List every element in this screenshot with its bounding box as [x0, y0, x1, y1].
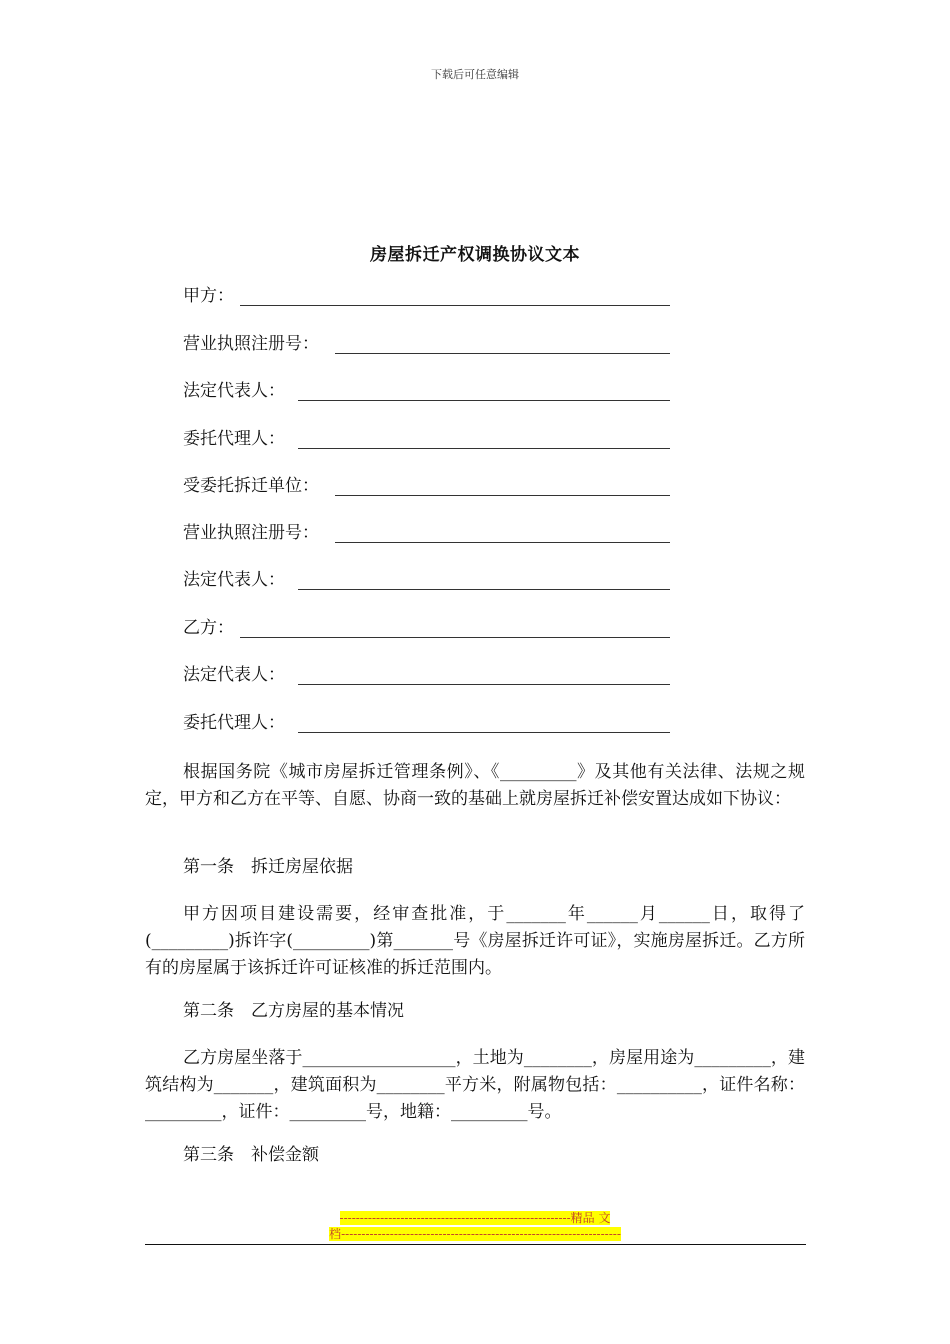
- field-legal-rep-unit: [183, 568, 285, 592]
- field-label: 受委托拆迁单位：: [183, 476, 319, 496]
- fill-line: [335, 495, 670, 496]
- fill-line: [298, 684, 670, 685]
- field-agent-a: [183, 427, 285, 451]
- fill-line: [298, 448, 670, 449]
- field-label: 法定代表人：: [183, 665, 285, 685]
- fill-line: [335, 353, 670, 354]
- article-3-heading: 第三条 补偿金额: [183, 1145, 319, 1165]
- field-label: 委托代理人：: [183, 429, 285, 449]
- field-entrusted-unit: [183, 474, 319, 498]
- field-legal-rep-a: [183, 379, 285, 403]
- article-2-heading: 第二条 乙方房屋的基本情况: [183, 1001, 404, 1021]
- field-label: 委托代理人：: [183, 713, 285, 733]
- field-legal-rep-b: [183, 663, 285, 687]
- field-party-a: [183, 284, 234, 308]
- field-agent-b: [183, 711, 285, 735]
- article-1-heading: 第一条 拆迁房屋依据: [183, 857, 353, 877]
- fill-line: [240, 637, 670, 638]
- field-license-no-unit: [183, 521, 319, 545]
- fill-line: [298, 732, 670, 733]
- field-party-b: [183, 616, 234, 640]
- footer-watermark-line-2: [0, 1227, 950, 1242]
- footer-text-1: ---------------------------------------------------------精品 文: [339, 1211, 611, 1225]
- footer-watermark-line-1: [0, 1211, 950, 1226]
- intro-paragraph: 根据国务院《城市房屋拆迁管理条例》、《_________》及其他有关法律、法规之规定，甲方和乙方在平等、自愿、协商一致的基础上就房屋拆迁补偿安置达成如下协议：: [145, 762, 805, 809]
- header-note: 下载后可任意编辑: [431, 68, 519, 81]
- fill-line: [298, 400, 670, 401]
- document-title: 房屋拆迁产权调换协议文本: [370, 245, 580, 265]
- article-2-body: 乙方房屋坐落于__________________，土地为________，房屋用途为_________，建筑结构为_______，建筑面积为________平方米，附属物包括：__________，证件名称：_________，证件：_________号，地籍：_________号。: [145, 1048, 805, 1122]
- footer-text-2: 档---------------------------------------------------------------------: [329, 1227, 621, 1241]
- fill-line: [335, 542, 670, 543]
- article-1-body: 甲方因项目建设需要，经审查批准，于_______年______月______日，取得了(_________)拆许字(_________)第_______号《房屋拆迁许可证》，实施房屋拆迁。乙方所有的房屋属于该拆迁许可证核准的拆迁范围内。: [145, 904, 805, 978]
- footer-rule: [145, 1244, 806, 1245]
- field-label: 法定代表人：: [183, 381, 285, 401]
- field-label: 营业执照注册号：: [183, 523, 319, 543]
- field-label: 甲方：: [183, 286, 234, 306]
- field-label: 营业执照注册号：: [183, 334, 319, 354]
- field-license-no-a: [183, 332, 319, 356]
- fill-line: [298, 589, 670, 590]
- field-label: 法定代表人：: [183, 570, 285, 590]
- fill-line: [240, 305, 670, 306]
- field-label: 乙方：: [183, 618, 234, 638]
